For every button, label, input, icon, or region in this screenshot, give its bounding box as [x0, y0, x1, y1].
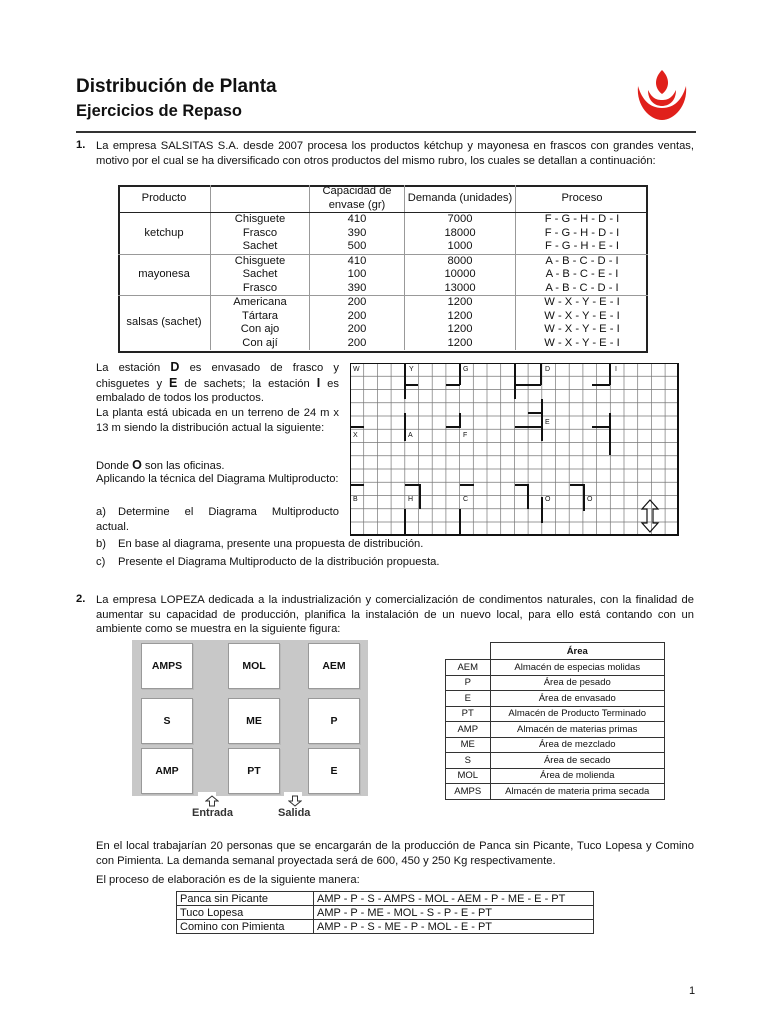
grid-station-label: H: [408, 496, 414, 503]
th-capacidad: Capacidad de envase (gr): [310, 185, 405, 213]
q1-p2: La planta está ubicada en un terreno de 24 m x 13 m siendo la distribución actual la siguiente:: [96, 407, 339, 434]
table-cell: W - X - Y - E - I: [544, 323, 620, 335]
area-name: Área de pesado: [490, 675, 665, 691]
page-subtitle: Ejercicios de Repaso: [76, 102, 242, 120]
table-row: [446, 768, 665, 784]
process-sequence: AMP - P - ME - MOL - S - P - E - PT: [314, 906, 594, 920]
q1-intro: La empresa SALSITAS S.A. desde 2007 procesa los productos kétchup y mayonesa en frascos con grandes ventas, motivo por el cual se ha diversificado con otros productos del mismo rubro, los cuales se detallan a continuación:: [96, 140, 694, 167]
q1-number: 1.: [76, 139, 86, 151]
table-cell: Chisguete: [211, 213, 310, 227]
area-code: E: [446, 691, 491, 707]
room-amp: AMP: [141, 748, 193, 794]
entrada-label: Entrada: [192, 807, 233, 819]
upc-logo-icon: [632, 68, 692, 122]
page-title: Distribución de Planta: [76, 76, 277, 97]
q2-process-table: [176, 891, 594, 934]
grid-station-label: O: [587, 496, 593, 503]
table-cell: Americana: [211, 296, 310, 310]
grid-station-label: Y: [409, 366, 414, 373]
page-number: 1: [689, 985, 696, 997]
area-name: Almacén de materia prima secada: [490, 784, 665, 800]
entrada-arrow-icon: [205, 795, 219, 807]
q1-products-table: [118, 185, 648, 350]
table-cell: 200: [310, 296, 405, 310]
q1-p1: La estación D es envasado de frasco y chisguetes y E de sachets; la estación I es embalado de todos los productos.: [96, 360, 339, 405]
table-cell: 10000: [405, 268, 516, 282]
room-me: ME: [228, 698, 280, 744]
grid-station-label: I: [615, 366, 617, 373]
table-cell: 100: [310, 268, 405, 282]
table-cell: 1200: [405, 337, 516, 351]
area-name: Área de secado: [490, 753, 665, 769]
grid-station-label: X: [353, 432, 358, 439]
table-cell: Tártara: [211, 310, 310, 324]
table-cell: 1200: [405, 310, 516, 324]
q1-p4: Aplicando la técnica del Diagrama Multiproducto:: [96, 473, 339, 485]
room-pt: PT: [228, 748, 280, 794]
table-cell: Sachet: [211, 268, 310, 282]
process-product: Comino con Pimienta: [177, 920, 314, 934]
area-name: Área de mezclado: [490, 737, 665, 753]
grid-station-label: F: [463, 432, 468, 439]
table-cell: 1000: [405, 240, 516, 254]
area-code: P: [446, 675, 491, 691]
table-cell: 200: [310, 310, 405, 324]
grid-station-label: E: [545, 419, 550, 426]
product-cell: salsas (sachet): [118, 296, 211, 351]
table-cell: Chisguete: [211, 254, 310, 268]
table-cell: Con ajo: [211, 323, 310, 337]
grid-station-label: D: [545, 366, 551, 373]
table-row: [118, 254, 648, 268]
table-row: [177, 892, 594, 906]
table-row: [446, 784, 665, 800]
area-code: MOL: [446, 768, 491, 784]
room-s: S: [141, 698, 193, 744]
table-row: [446, 660, 665, 676]
table-row: [446, 753, 665, 769]
table-cell: Con ají: [211, 337, 310, 351]
q2-area-table: [445, 642, 665, 800]
grid-station-label: C: [463, 496, 469, 503]
table-row: [446, 737, 665, 753]
double-arrow-icon: [640, 499, 660, 533]
product-cell: ketchup: [118, 213, 211, 255]
table-row: [118, 213, 648, 227]
process-sequence: AMP - P - S - ME - P - MOL - E - PT: [314, 920, 594, 934]
room-e: E: [308, 748, 360, 794]
area-code: AEM: [446, 660, 491, 676]
q2-p1: En el local trabajarían 20 personas que se encargarán de la producción de Panca sin Picante, Tuco Lopesa y Comino con Pimienta. La demanda semanal proyectada será de 600, 450 y 250 Kg respectivamente.: [96, 840, 694, 867]
table-cell: F - G - H - D - I: [544, 213, 620, 225]
process-sequence: AMP - P - S - AMPS - MOL - AEM - P - ME - E - PT: [314, 892, 594, 906]
area-name: Área de molienda: [490, 768, 665, 784]
plant-layout-grid: [350, 363, 680, 536]
table-cell: W - X - Y - E - I: [544, 309, 620, 322]
process-product: Tuco Lopesa: [177, 906, 314, 920]
table-row: [446, 722, 665, 738]
table-row: [446, 691, 665, 707]
area-name: Almacén de especias molidas: [490, 660, 665, 676]
area-code: PT: [446, 706, 491, 722]
area-name: Almacén de Producto Terminado: [490, 706, 665, 722]
q1-item-c: c) Presente el Diagrama Multiproducto de la distribución propuesta.: [96, 556, 440, 568]
grid-station-label: O: [545, 496, 551, 503]
table-cell: 1200: [405, 323, 516, 337]
room-aem: AEM: [308, 643, 360, 689]
grid-station-label: G: [463, 366, 469, 373]
table-cell: 410: [310, 254, 405, 268]
table-cell: 18000: [405, 227, 516, 241]
table-cell: 7000: [405, 213, 516, 227]
table-cell: Frasco: [211, 282, 310, 296]
table-cell: W - X - Y - E - I: [544, 296, 620, 308]
table-row: [446, 675, 665, 691]
room-mol: MOL: [228, 643, 280, 689]
table-row: [446, 706, 665, 722]
table-cell: 500: [310, 240, 405, 254]
table-cell: A - B - C - D - I: [545, 254, 619, 267]
grid-station-label: A: [408, 432, 413, 439]
area-code: ME: [446, 737, 491, 753]
th-area: Área: [490, 643, 665, 660]
table-cell: 390: [310, 227, 405, 241]
area-code: AMP: [446, 722, 491, 738]
room-amps: AMPS: [141, 643, 193, 689]
th-producto: Producto: [118, 185, 211, 213]
area-code: AMPS: [446, 784, 491, 800]
th-proceso: Proceso: [516, 185, 649, 213]
table-row: [177, 920, 594, 934]
grid-station-label: W: [353, 366, 360, 373]
table-cell: 410: [310, 213, 405, 227]
grid-station-label: B: [353, 496, 358, 503]
table-cell: 200: [310, 337, 405, 351]
q1-item-b: b) En base al diagrama, presente una propuesta de distribución.: [96, 538, 424, 550]
table-cell: W - X - Y - E - I: [544, 336, 620, 349]
q2-intro: La empresa LOPEZA dedicada a la industrialización y comercialización de condimentos naturales, con la finalidad de aumentar su capacidad de producción, planifica la instalación de un nuevo local, para ello está contando con un ambiente como se muestra en la siguiente figura:: [96, 594, 694, 636]
process-product: Panca sin Picante: [177, 892, 314, 906]
table-cell: 390: [310, 282, 405, 296]
table-cell: A - B - C - E - I: [545, 268, 619, 280]
table-cell: Frasco: [211, 227, 310, 241]
q2-floor-plan: [132, 640, 368, 796]
area-name: Almacén de materias primas: [490, 722, 665, 738]
table-row: [177, 906, 594, 920]
table-cell: 13000: [405, 282, 516, 296]
product-cell: mayonesa: [118, 254, 211, 296]
table-cell: 200: [310, 323, 405, 337]
room-p: P: [308, 698, 360, 744]
table-cell: F - G - H - E - I: [516, 240, 649, 254]
table-cell: Sachet: [211, 240, 310, 254]
q2-p2: El proceso de elaboración es de la siguiente manera:: [96, 874, 360, 886]
salida-arrow-icon: [288, 795, 302, 807]
table-cell: A - B - C - D - I: [516, 282, 649, 296]
salida-label: Salida: [278, 807, 311, 819]
q1-item-a: a) Determine el Diagrama Multiproducto actual.: [96, 506, 339, 533]
area-code: S: [446, 753, 491, 769]
area-name: Área de envasado: [490, 691, 665, 707]
header-divider: [76, 131, 696, 133]
table-row: [118, 296, 648, 310]
th-demanda: Demanda (unidades): [405, 185, 516, 213]
table-cell: 8000: [405, 254, 516, 268]
q2-number: 2.: [76, 593, 86, 605]
table-cell: 1200: [405, 296, 516, 310]
table-cell: F - G - H - D - I: [544, 226, 620, 239]
q1-p3: Donde O son las oficinas.: [96, 458, 225, 472]
